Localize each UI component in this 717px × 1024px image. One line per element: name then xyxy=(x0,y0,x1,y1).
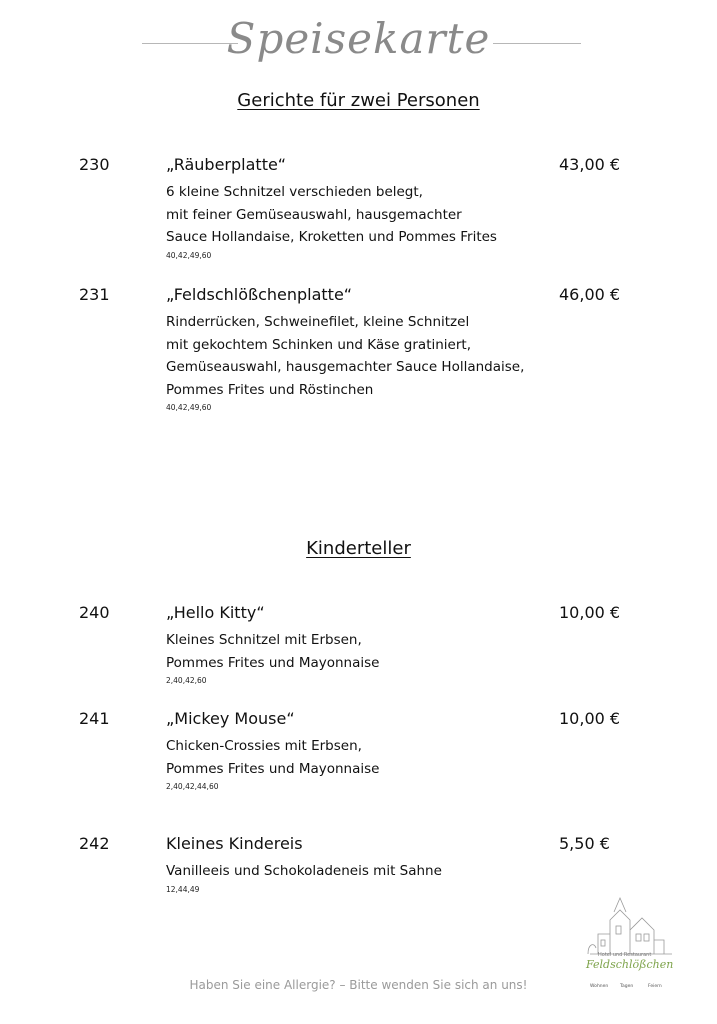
logo-brand: Feldschlößchen xyxy=(586,958,674,971)
description-line: Pommes Frites und Mayonnaise xyxy=(166,760,380,777)
description-line: Chicken-Crossies mit Erbsen, xyxy=(166,738,362,754)
item-price: 10,00 € xyxy=(559,709,621,728)
item-price: 10,00 € xyxy=(559,603,621,622)
logo-tag: Tagen xyxy=(620,984,634,989)
item-description xyxy=(166,735,379,792)
description-line: Rinderrücken, Schweinefilet, kleine Schnitzel xyxy=(166,314,470,330)
item-name: Kleines Kindereis xyxy=(166,834,303,853)
section-title-kinderteller: Kinderteller xyxy=(306,538,411,559)
description-line: Kleines Schnitzel mit Erbsen, xyxy=(166,632,362,648)
header-divider-right xyxy=(493,43,581,44)
item-price: 43,00 € xyxy=(559,155,621,174)
menu-header xyxy=(0,10,717,80)
item-name: „Mickey Mouse“ xyxy=(166,709,295,728)
item-number: 241 xyxy=(79,709,110,728)
description-line: Pommes Frites und Röstinchen xyxy=(166,381,374,398)
description-line: 6 kleine Schnitzel verschieden belegt, xyxy=(166,184,423,200)
description-line: mit feiner Gemüseauswahl, hausgemachter xyxy=(166,206,462,223)
item-number: 242 xyxy=(79,834,110,853)
item-name: „Hello Kitty“ xyxy=(166,603,265,622)
description-line: mit gekochtem Schinken und Käse gratiniert, xyxy=(166,336,471,353)
description-line: Pommes Frites und Mayonnaise xyxy=(166,654,380,671)
item-number: 240 xyxy=(79,603,110,622)
allergen-codes: 40,42,49,60 xyxy=(166,250,212,260)
item-number: 230 xyxy=(79,155,110,174)
item-description xyxy=(166,311,524,413)
allergen-codes: 12,44,49 xyxy=(166,884,200,894)
description-line: Sauce Hollandaise, Kroketten und Pommes Frites xyxy=(166,229,497,245)
item-number: 231 xyxy=(79,285,110,304)
allergen-codes: 2,40,42,60 xyxy=(166,676,207,685)
item-name: „Feldschlößchenplatte“ xyxy=(166,285,353,304)
item-description xyxy=(166,860,442,895)
castle-icon xyxy=(580,890,680,958)
page-title: Speisekarte xyxy=(226,14,491,63)
allergen-codes: 2,40,42,44,60 xyxy=(166,782,219,791)
section-title-two-persons: Gerichte für zwei Personen xyxy=(237,90,480,111)
item-name: „Räuberplatte“ xyxy=(166,155,287,174)
item-description xyxy=(166,181,497,261)
logo-tag: Wohnen xyxy=(590,984,609,989)
logo-tag: Feiern xyxy=(648,984,662,989)
logo-subtitle: Hotel und Restaurant xyxy=(598,952,652,958)
allergy-notice: Haben Sie eine Allergie? – Bitte wenden Sie sich an uns! xyxy=(189,978,528,992)
item-price: 46,00 € xyxy=(559,285,621,304)
item-description xyxy=(166,629,379,686)
description-line: Vanilleeis und Schokoladeneis mit Sahne xyxy=(166,863,442,879)
item-price: 5,50 € xyxy=(559,834,610,853)
allergen-codes: 40,42,49,60 xyxy=(166,403,212,412)
description-line: Gemüseauswahl, hausgemachter Sauce Hollandaise, xyxy=(166,359,525,375)
